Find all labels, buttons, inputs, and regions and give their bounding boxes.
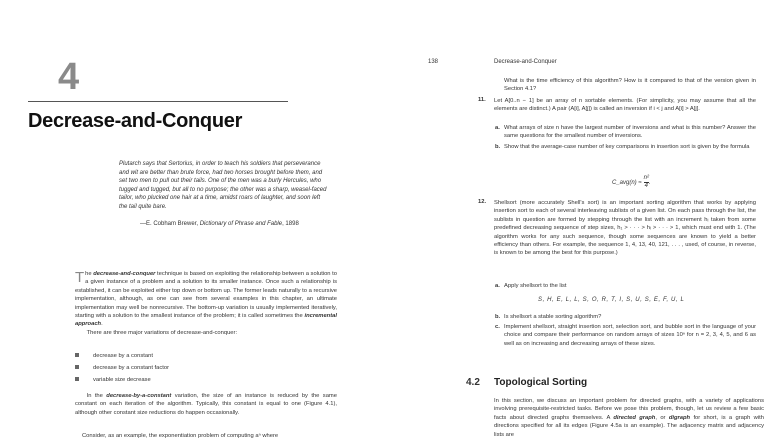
exercise-11b: b. Show that the average-case number of key comparisons in insertion sort is given by the formula (495, 144, 750, 150)
chapter-number: 4 (58, 56, 80, 98)
bullet-square-icon (75, 365, 79, 369)
variations-list (75, 352, 325, 388)
shellsort-sequence: S, H, E, L, L, S, O, R, T, I, S, U, S, E, F, U, L (538, 297, 685, 303)
exercise-11-text: Let A[0..n − 1] be an array of n sortable elements. (For simplicity, you may assume that all the elements are distinct.) A pair (A[i], A[j]) is called an inversion if i < j and A[i] > A[j]. (494, 98, 756, 113)
exercise-12-text: Shellsort (more accurately Shell's sort) is an important sorting algorithm that works by applying insertion sort to each of several interleaving sublists of a given list. On each pass through the list, the sublists in question are formed by stepping through the list with an increment hᵢ taken from some predefined decreasing sequence of step sizes, h₁ > · · · > hᵢ > · · · > 1, which must end with 1. (The algorithm works for any such sequence, though some sequences are known to yield a better efficiency than others. For example, the sequence 1, 4, 13, 40, 121, . . . , used, of course, in reverse, is known to be among the best for this purpose.) (494, 200, 756, 257)
exercise-11a: a. What arrays of size n have the largest number of inversions and what is this number? Answer the same questions for the smallest number of inversions. (495, 125, 756, 140)
epigraph: Plutarch says that Sertorius, in order to teach his soldiers that perseverance and wit are better than brute force, had two horses brought before them, and set two men to pull out their tails. One of the men was a burly Hercules, who tugged and tugged, but all to no purpose; the other was a sharp, weasel-faced tailor, who plucked one hair at a time, amidst roars of laughter, and soon left the tail quite bare. (119, 161, 327, 210)
list-item: decrease by a constant factor (75, 364, 325, 376)
drop-cap: T (75, 269, 85, 286)
avg-comparisons-formula: C_avg(n) ≈ $\frac{\text{n²}}{4}$ . (612, 175, 651, 189)
right-page (392, 0, 784, 441)
list-item: decrease by a constant (75, 352, 325, 364)
section-title: Topological Sorting (494, 377, 588, 388)
chapter-rule (28, 101, 288, 102)
exponentiation-paragraph: Consider, as an example, the exponentiation problem of computing aⁿ where (82, 433, 279, 439)
exercise-12c: c. Implement shellsort, straight insertion sort, selection sort, and bubble sort in the language of your choice and compare their performance on random arrays of sizes 10ⁿ for n = 2, 3, 4, 5, and 6 as well as on increasing and decreasing arrays of these sizes. (495, 324, 756, 347)
exercise-11-number: 11. (478, 97, 486, 103)
intro-paragraph: The decrease-and-conquer technique is based on exploiting the relationship between a solution to a given instance of a problem and a solution to its smaller instance. Once such a relationship is established, it can be exploited either top down or bottom up. The former leads naturally to a recursive implementation, although, as one can see from several examples in this chapter, an ultimate implementation may well be nonrecursive. The bottom-up variation is usually implemented iteratively, starting with a solution to the smallest instance of the problem; it is called sometimes the incremental approach. There are three major variations of decrease-and-conquer: (75, 269, 337, 336)
topological-sorting-intro: In this section, we discuss an important problem for directed graphs, with a variety of applications involving prerequisite-restricted tasks. Before we pose this problem, though, let us review a few basic facts about directed graphs themselves. A directed graph, or digraph for short, is a graph with directions specified for all its edges (Figure 4.5a is an example). The adjacency matrix and adjacency lists are (494, 398, 764, 438)
page-number: 138 (428, 59, 439, 65)
epigraph-attribution: —E. Cobham Brewer, Dictionary of Phrase and Fable, 1898 (140, 221, 299, 227)
decrease-by-constant-paragraph: In the decrease-by-a-constant variation, the size of an instance is reduced by the same constant on each iteration of the algorithm. Typically, this constant is equal to one (Figure 4.1), although other constant size reductions do happen occasionally. (75, 393, 337, 416)
exercise-12b: b. Is shellsort a stable sorting algorithm? (495, 314, 602, 320)
bullet-square-icon (75, 377, 79, 381)
exercise-12a: a. Apply shellsort to the list (495, 283, 567, 289)
chapter-title: Decrease-and-Conquer (28, 110, 243, 132)
running-head: Decrease-and-Conquer (494, 59, 557, 65)
exercise-12-number: 12. (478, 199, 487, 205)
section-number: 4.2 (466, 377, 480, 388)
list-item: variable size decrease (75, 376, 325, 388)
previous-question: What is the time efficiency of this algorithm? How is it compared to that of the version given in Section 4.1? (504, 78, 756, 93)
bullet-square-icon (75, 353, 79, 357)
